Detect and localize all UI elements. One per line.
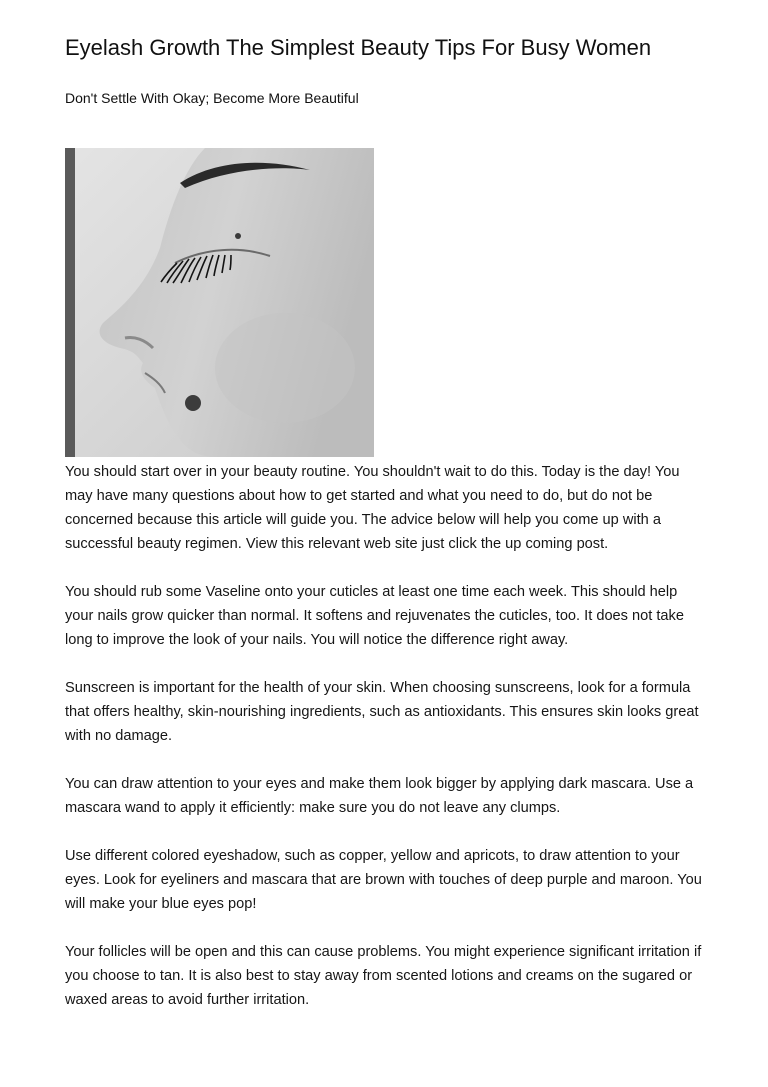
article-body — [65, 460, 705, 1036]
paragraph: You should rub some Vaseline onto your cuticles at least one time each week. This should help your nails grow quicker than normal. It softens and rejuvenates the cuticles, too. It does not take long to improve the look of your nails. You will notice the difference right away. — [65, 584, 684, 648]
document-subtitle: Don't Settle With Okay; Become More Beautiful — [65, 90, 359, 106]
paragraph: Use different colored eyeshadow, such as copper, yellow and apricots, to draw attention to your eyes. Look for eyeliners and mascara that are brown with touches of deep purple and maroon. You will make your blue eyes pop! — [65, 848, 702, 912]
paragraph: You should start over in your beauty routine. You shouldn't wait to do this. Today is the day! You may have many questions about how to get started and what you need to do, but do not be concerned because this article will guide you. The advice below will help you come up with a successful beauty regimen. View this relevant web site just click the up coming post. — [65, 464, 680, 552]
face-profile-photo — [65, 148, 374, 457]
paragraph: You can draw attention to your eyes and make them look bigger by applying dark mascara. Use a mascara wand to apply it efficiently: make sure you do not leave any clumps. — [65, 776, 694, 816]
document-title: Eyelash Growth The Simplest Beauty Tips For Busy Women — [65, 35, 652, 60]
paragraph: Sunscreen is important for the health of your skin. When choosing sunscreens, look for a formula that offers healthy, skin-nourishing ingredients, such as antioxidants. This ensures skin looks great with no damage. — [65, 680, 699, 744]
paragraph: Your follicles will be open and this can cause problems. You might experience significant irritation if you choose to tan. It is also best to stay away from scented lotions and creams on the sugared or waxed areas to avoid further irritation. — [65, 944, 702, 1008]
